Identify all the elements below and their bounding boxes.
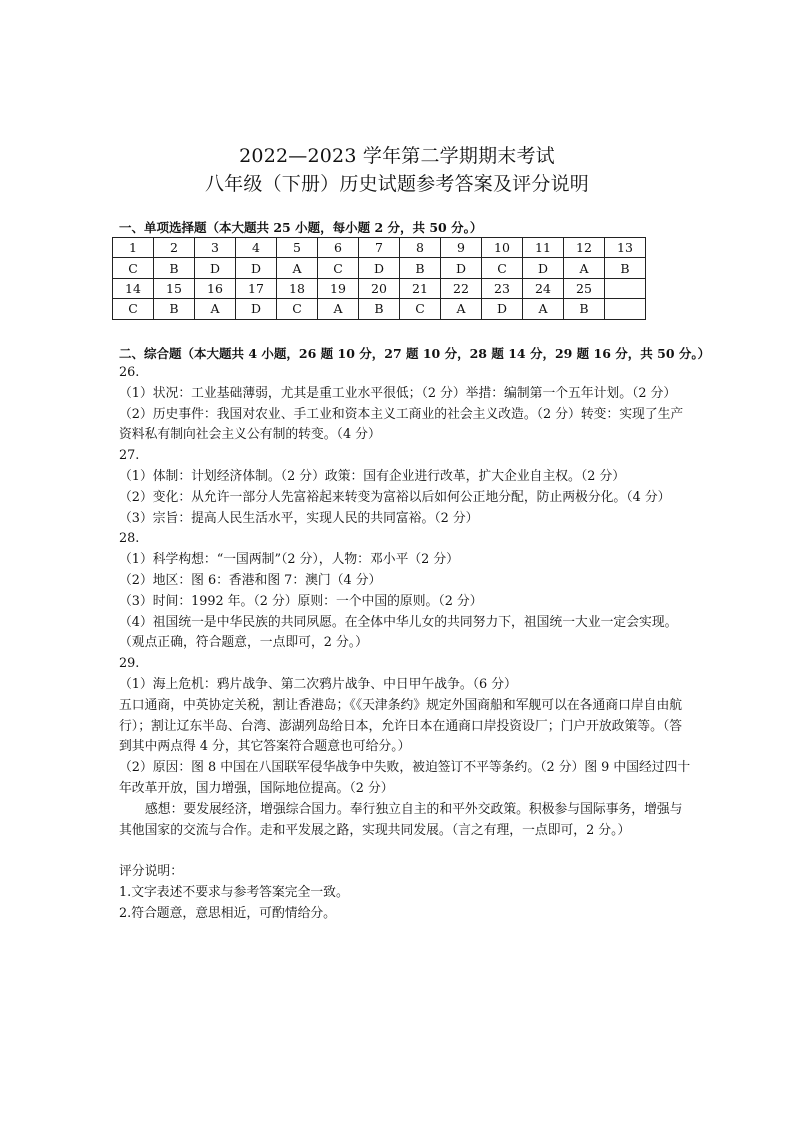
question-number-cell: 4: [236, 238, 277, 258]
answer-cell: C: [482, 258, 523, 278]
answer-cell: A: [277, 258, 318, 278]
answer-row: [113, 258, 646, 278]
question-number-cell: 3: [195, 238, 236, 258]
answer-cell: B: [400, 258, 441, 278]
question-number-cell: 9: [441, 238, 482, 258]
question-number-cell: 13: [605, 238, 646, 258]
q26-part2: （2）历史事件：我国对农业、手工业和资本主义工商业的社会主义改造。（2 分）转变：实现了生产资料私有制向社会主义公有制的转变。（4 分）: [119, 406, 684, 443]
question-number-cell: 10: [482, 238, 523, 258]
q28-part4: （4）祖国统一是中华民族的共同夙愿。在全体中华儿女的共同努力下，祖国统一大业一定会实现。（观点正确，符合题意，一点即可，2 分。）: [119, 614, 678, 651]
answer-cell: B: [359, 299, 400, 319]
q29-reflection: 感想：要发展经济，增强综合国力。奉行独立自主的和平外交政策。积极参与国际事务，增强与其他国家的交流与合作。走和平发展之路，实现共同发展。（言之有理，一点即可，2 分。）: [119, 801, 683, 838]
question-number-cell: 8: [400, 238, 441, 258]
question-number-cell: 18: [277, 278, 318, 298]
answer-cell: A: [318, 299, 359, 319]
question-number-cell: 2: [154, 238, 195, 258]
section-1-heading: 一、单项选择题（本大题共 25 小题，每小题 2 分，共 50 分。）: [119, 220, 483, 235]
question-number-cell: 23: [482, 278, 523, 298]
answer-cell: D: [359, 258, 400, 278]
answer-cell: [605, 299, 646, 319]
answer-cell: B: [605, 258, 646, 278]
q27-number: 27.: [119, 448, 140, 464]
question-number-cell: 11: [523, 238, 564, 258]
answer-cell: D: [523, 258, 564, 278]
question-number-cell: 12: [564, 238, 605, 258]
question-number-row: [113, 238, 646, 258]
question-number-cell: 7: [359, 238, 400, 258]
exam-subtitle: 八年级（下册）历史试题参考答案及评分说明: [204, 173, 589, 195]
exam-title: 2022—2023 学年第二学期期末考试: [239, 145, 555, 167]
notes-item-2: 2.符合题意，意思相近，可酌情给分。: [119, 905, 336, 921]
answer-cell: C: [113, 299, 154, 319]
question-number-cell: 22: [441, 278, 482, 298]
question-number-cell: 6: [318, 238, 359, 258]
answer-cell: D: [195, 258, 236, 278]
question-number-cell: 21: [400, 278, 441, 298]
question-number-cell: 19: [318, 278, 359, 298]
answer-cell: A: [441, 299, 482, 319]
answer-cell: C: [400, 299, 441, 319]
question-number-cell: 5: [277, 238, 318, 258]
answer-cell: B: [564, 299, 605, 319]
question-number-cell: 25: [564, 278, 605, 298]
q29-part1-detail: 五口通商，中英协定关税，割让香港岛；《《天津条约》规定外国商船和军舰可以在各通商口岸自由航行）；割让辽东半岛、台湾、澎湖列岛给日本，允许日本在通商口岸投资设厂；门户开放政策等。（答到其中两点得 4 分，其它答案符合题意也可给分。）: [119, 697, 683, 755]
question-number-cell: 1: [113, 238, 154, 258]
answer-cell: D: [236, 258, 277, 278]
q29-part1: （1）海上危机：鸦片战争、第二次鸦片战争、中日甲午战争。（6 分）: [119, 676, 517, 692]
q28-part1: （1）科学构想：“一国两制”（2 分），人物：邓小平（2 分）: [119, 552, 459, 568]
question-number-cell: 17: [236, 278, 277, 298]
section-2-heading: 二、综合题（本大题共 4 小题，26 题 10 分，27 题 10 分，28 题 14 分，29 题 16 分，共 50 分。）: [119, 346, 711, 361]
q28-number: 28.: [119, 531, 140, 547]
question-number-cell: 24: [523, 278, 564, 298]
q28-part2: （2）地区：图 6：香港和图 7：澳门（4 分）: [119, 572, 382, 588]
answer-cell: D: [441, 258, 482, 278]
notes-item-1: 1.文字表述不要求与参考答案完全一致。: [119, 884, 349, 900]
question-number-cell: 15: [154, 278, 195, 298]
spacer: [119, 841, 693, 862]
q27-part2: （2）变化：从允许一部分人先富裕起来转变为富裕以后如何公正地分配，防止两极分化。（4 分）: [119, 489, 671, 505]
answer-cell: D: [236, 299, 277, 319]
answer-cell: C: [113, 258, 154, 278]
question-number-cell: 20: [359, 278, 400, 298]
q26-number: 26.: [119, 365, 140, 380]
q26-part1: （1）状况：工业基础薄弱，尤其是重工业水平很低；（2 分）举措：编制第一个五年计划。（2 分）: [119, 385, 677, 401]
question-number-cell: [605, 278, 646, 298]
answer-table: [112, 237, 646, 320]
answer-cell: C: [277, 299, 318, 319]
answer-cell: B: [154, 258, 195, 278]
q27-part3: （3）宗旨：提高人民生活水平，实现人民的共同富裕。（2 分）: [119, 510, 479, 526]
answer-row: [113, 299, 646, 319]
answer-cell: A: [523, 299, 564, 319]
notes-heading: 评分说明：: [119, 864, 183, 880]
question-number-cell: 16: [195, 278, 236, 298]
answer-body: [119, 363, 693, 925]
answer-cell: A: [564, 258, 605, 278]
answer-cell: D: [482, 299, 523, 319]
answer-cell: C: [318, 258, 359, 278]
q29-number: 29.: [119, 656, 140, 672]
question-number-cell: 14: [113, 278, 154, 298]
answer-cell: A: [195, 299, 236, 319]
q29-part2: （2）原因：图 8 中国在八国联军侵华战争中失败，被迫签订不平等条约。（2 分）图 9 中国经过四十年改革开放，国力增强，国际地位提高。（2 分）: [119, 760, 691, 796]
question-number-row: [113, 278, 646, 298]
answer-cell: B: [154, 299, 195, 319]
q28-part3: （3）时间：1992 年。（2 分）原则：一个中国的原则。（2 分）: [119, 593, 483, 609]
q27-part1: （1）体制：计划经济体制。（2 分）政策：国有企业进行改革，扩大企业自主权。（2 分）: [119, 468, 626, 484]
